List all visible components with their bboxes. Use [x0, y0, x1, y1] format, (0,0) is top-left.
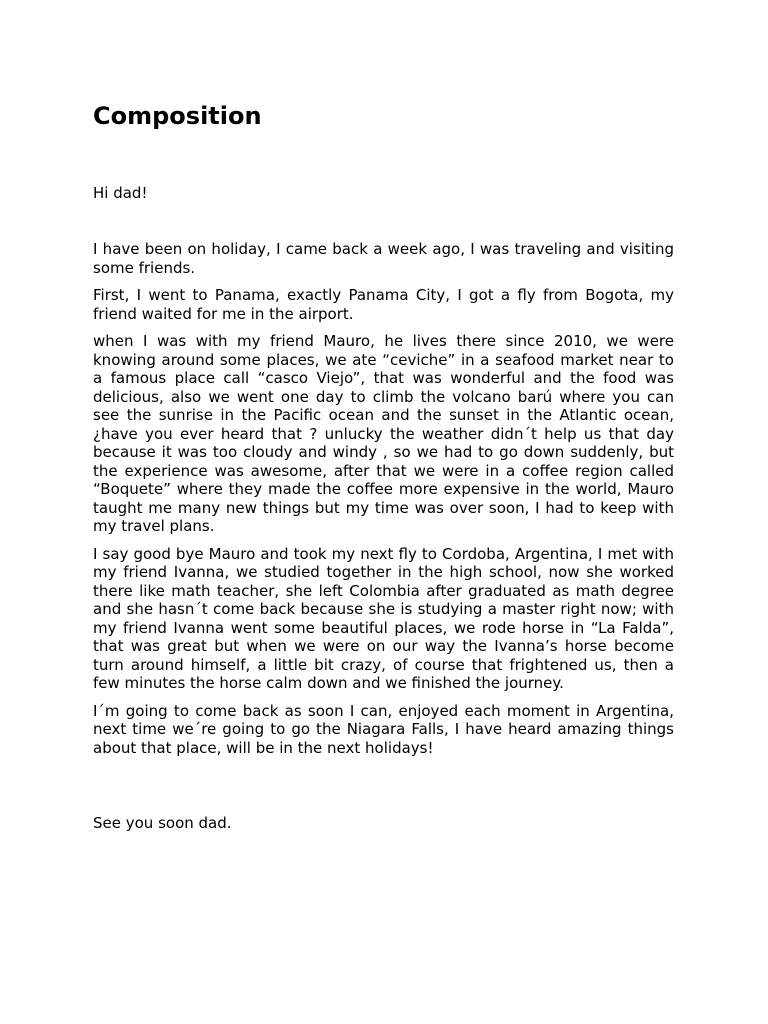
paragraph-intro: I have been on holiday, I came back a week ago, I was traveling and visiting some friends. [93, 240, 674, 277]
paragraph-panama: First, I went to Panama, exactly Panama City, I got a fly from Bogota, my friend waited for me in the airport. [93, 286, 674, 323]
greeting-line: Hi dad! [93, 184, 148, 202]
paragraph-plans: I´m going to come back as soon I can, enjoyed each moment in Argentina, next time we´re going to go the Niagara Falls, I have heard amazing things about that place, will be in the next holidays! [93, 701, 674, 757]
closing-line: See you soon dad. [93, 814, 232, 832]
document-title: Composition [93, 102, 262, 130]
letter-body [93, 240, 674, 766]
paragraph-argentina: I say good bye Mauro and took my next fly to Cordoba, Argentina, I met with my friend Ivanna, we studied together in the high school, now she worked there like math teacher, she left Colombia after graduated as math degree and she hasn´t come back because she is studying a master right now; with my friend Ivanna went some beautiful places, we rode horse in “La Falda”, that was great but when we were on our way the Ivanna’s horse become turn around himself, a little bit crazy, of course that frightened us, then a few minutes the horse calm down and we finished the journey. [93, 544, 674, 692]
paragraph-mauro: when I was with my friend Mauro, he lives there since 2010, we were knowing around some places, we ate “ceviche” in a seafood market near to a famous place call “casco Viejo”, that was wonderful and the food was delicious, also we went one day to climb the volcano barú where you can see the sunrise in the Pacific ocean and the sunset in the Atlantic ocean, ¿have you ever heard that ? unlucky the weather didn´t help us that day because it was too cloudy and windy , so we had to go down suddenly, but the experience was awesome, after that we were in a coffee region called “Boquete” where they made the coffee more expensive in the world, Mauro taught me many new things but my time was over soon, I had to keep with my travel plans. [93, 332, 674, 535]
